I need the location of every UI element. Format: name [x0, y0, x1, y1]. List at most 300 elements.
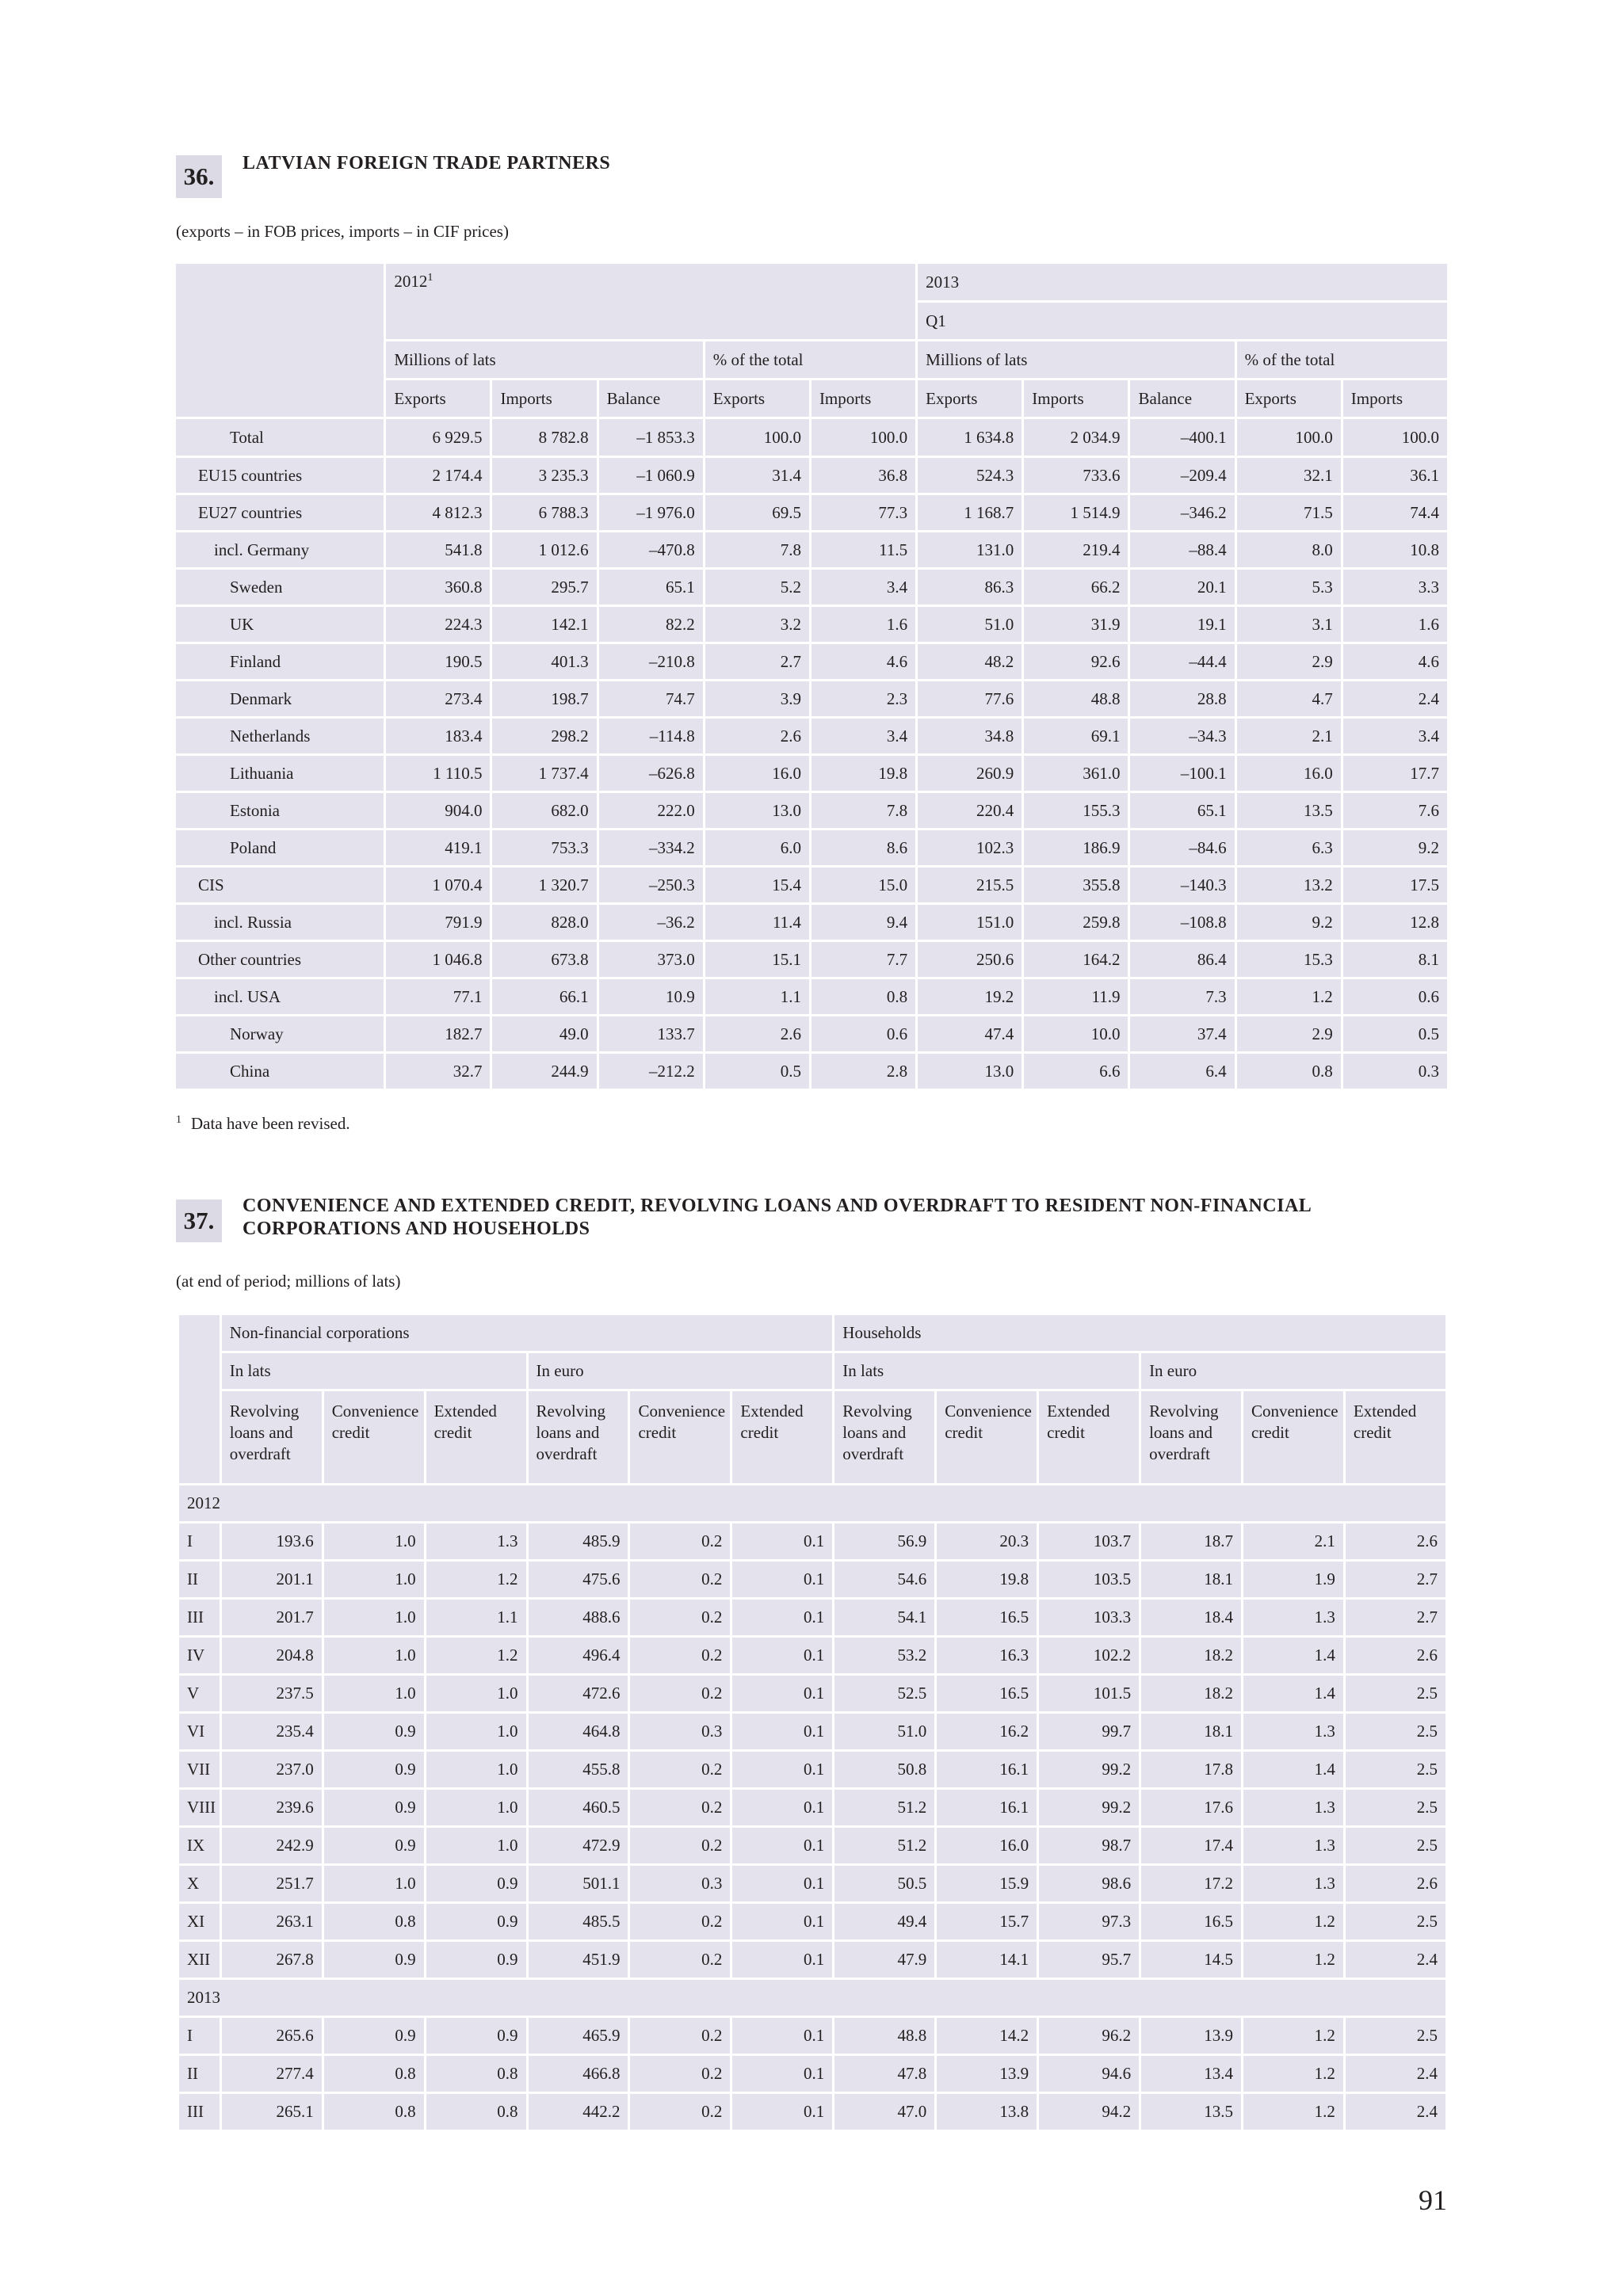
table-row	[176, 1054, 1447, 1089]
table-cell: 1.6	[812, 607, 915, 642]
table-cell: 13.5	[1237, 793, 1341, 828]
table-cell: 6.6	[1024, 1054, 1128, 1089]
table-row	[179, 1866, 1445, 1901]
table-cell: 74.4	[1343, 495, 1447, 530]
table-cell: 95.7	[1039, 1942, 1139, 1978]
table-cell: 0.1	[732, 1676, 832, 1711]
table-cell: 15.3	[1237, 942, 1341, 977]
table-cell: 99.2	[1039, 1790, 1139, 1825]
table-cell: 47.9	[834, 1942, 934, 1978]
table-cell: 0.5	[1343, 1016, 1447, 1051]
table-cell: 2.4	[1346, 2094, 1445, 2130]
table-row	[179, 1752, 1445, 1787]
millions-header: Millions of lats	[386, 341, 702, 378]
table-cell: 2.6	[1346, 1638, 1445, 1673]
table-cell: 97.3	[1039, 1904, 1139, 1939]
table-cell: 133.7	[599, 1016, 703, 1051]
table-cell: 1.9	[1243, 1562, 1343, 1597]
table-cell: –36.2	[599, 905, 703, 940]
table-row	[179, 1524, 1445, 1559]
table-subtitle: (at end of period; millions of lats)	[176, 1272, 401, 1291]
table-cell: 190.5	[386, 644, 490, 679]
year-row	[179, 1486, 1445, 1521]
row-label: incl. Germany	[176, 532, 384, 567]
table-cell: 14.5	[1141, 1942, 1241, 1978]
quarter-header: Q1	[918, 303, 1447, 339]
col-revolving: Revolving loans and overdraft	[1141, 1391, 1241, 1483]
table-cell: 48.2	[918, 644, 1022, 679]
table-cell: 15.9	[937, 1866, 1037, 1901]
table-cell: 6 788.3	[492, 495, 596, 530]
table-cell: 0.1	[732, 1752, 832, 1787]
table-cell: 94.6	[1039, 2056, 1139, 2092]
table-row	[179, 2018, 1445, 2054]
in-lats-header: In lats	[834, 1353, 1139, 1389]
table-cell: 1.3	[1243, 1828, 1343, 1863]
table-cell: 1 634.8	[918, 419, 1022, 456]
table-cell: 2.6	[1346, 1866, 1445, 1901]
table-cell: 465.9	[529, 2018, 628, 2054]
table-cell: 2 034.9	[1024, 419, 1128, 456]
month-label: III	[179, 1600, 220, 1635]
table-cell: 98.7	[1039, 1828, 1139, 1863]
table-cell: 53.2	[834, 1638, 934, 1673]
table-cell: 1.4	[1243, 1638, 1343, 1673]
table-row	[179, 1942, 1445, 1978]
table-cell: 82.2	[599, 607, 703, 642]
table-cell: 485.9	[529, 1524, 628, 1559]
table-cell: 1 046.8	[386, 942, 490, 977]
table-cell: 2 174.4	[386, 458, 490, 493]
table-cell: 1.3	[1243, 1600, 1343, 1635]
table-row	[179, 1676, 1445, 1711]
page-number: 91	[1419, 2184, 1447, 2216]
table-cell: 48.8	[834, 2018, 934, 2054]
table-cell: 6.0	[705, 830, 809, 865]
table-cell: 1.2	[1243, 2018, 1343, 2054]
table-cell: 277.4	[222, 2056, 322, 2092]
footnote: $^1$ Data have been revised.	[176, 1114, 350, 1133]
year-label: 2012	[179, 1486, 1445, 1521]
table-cell: 0.9	[324, 1942, 424, 1978]
table-cell: 451.9	[529, 1942, 628, 1978]
col-revolving: Revolving loans and overdraft	[834, 1391, 934, 1483]
month-label: II	[179, 1562, 220, 1597]
year-2013-header: 2013	[918, 264, 1447, 300]
table-cell: 7.3	[1130, 979, 1234, 1014]
section-37-header	[176, 1195, 1312, 1242]
table-cell: 2.6	[1346, 1524, 1445, 1559]
table-cell: 1.0	[324, 1524, 424, 1559]
table-cell: 201.1	[222, 1562, 322, 1597]
table-cell: 2.5	[1346, 1904, 1445, 1939]
table-cell: 51.2	[834, 1790, 934, 1825]
table-cell: 1.4	[1243, 1676, 1343, 1711]
month-label: XI	[179, 1904, 220, 1939]
table-cell: 0.2	[630, 2056, 730, 2092]
table-cell: 2.5	[1346, 1676, 1445, 1711]
table-row	[176, 458, 1447, 493]
table-cell: 16.1	[937, 1752, 1037, 1787]
row-label: Poland	[176, 830, 384, 865]
table-cell: 3.2	[705, 607, 809, 642]
year-row	[179, 1980, 1445, 2016]
table-cell: 259.8	[1024, 905, 1128, 940]
table-cell: 13.0	[705, 793, 809, 828]
table-cell: 4.6	[1343, 644, 1447, 679]
in-lats-header: In lats	[222, 1353, 526, 1389]
households-header: Households	[834, 1315, 1445, 1351]
table-cell: 220.4	[918, 793, 1022, 828]
table-cell: 298.2	[492, 719, 596, 753]
table-cell: 0.1	[732, 2056, 832, 2092]
table-row	[176, 979, 1447, 1014]
table-row	[179, 1562, 1445, 1597]
table-cell: –250.3	[599, 868, 703, 902]
table-cell: 48.8	[1024, 681, 1128, 716]
row-label: Lithuania	[176, 756, 384, 791]
table-cell: 49.4	[834, 1904, 934, 1939]
row-label: Denmark	[176, 681, 384, 716]
table-cell: 215.5	[918, 868, 1022, 902]
table-cell: 16.1	[937, 1790, 1037, 1825]
table-cell: 0.1	[732, 1904, 832, 1939]
table-cell: 0.2	[630, 1638, 730, 1673]
table-cell: 0.2	[630, 1904, 730, 1939]
table-cell: 31.9	[1024, 607, 1128, 642]
table-cell: 673.8	[492, 942, 596, 977]
table-cell: 164.2	[1024, 942, 1128, 977]
table-cell: 16.0	[705, 756, 809, 791]
table-cell: 74.7	[599, 681, 703, 716]
table-row	[179, 2094, 1445, 2130]
row-label: Sweden	[176, 570, 384, 605]
table-cell: 100.0	[812, 419, 915, 456]
month-label: IX	[179, 1828, 220, 1863]
table-cell: 31.4	[705, 458, 809, 493]
table-cell: 0.8	[324, 2094, 424, 2130]
col-revolving: Revolving loans and overdraft	[529, 1391, 628, 1483]
month-label: IV	[179, 1638, 220, 1673]
table-cell: –1 976.0	[599, 495, 703, 530]
table-cell: 103.5	[1039, 1562, 1139, 1597]
month-label: X	[179, 1866, 220, 1901]
table-cell: 37.4	[1130, 1016, 1234, 1051]
table-cell: –400.1	[1130, 419, 1234, 456]
table-row	[176, 419, 1447, 456]
table-cell: 11.9	[1024, 979, 1128, 1014]
table-cell: 14.2	[937, 2018, 1037, 2054]
table-cell: 3 235.3	[492, 458, 596, 493]
table-cell: 28.8	[1130, 681, 1234, 716]
col-balance: Balance	[1130, 380, 1234, 417]
table-cell: 0.9	[426, 1904, 526, 1939]
in-euro-header: In euro	[1141, 1353, 1445, 1389]
table-cell: 472.9	[529, 1828, 628, 1863]
table-cell: 8.1	[1343, 942, 1447, 977]
col-extended: Extended credit	[426, 1391, 526, 1483]
table-row	[179, 1638, 1445, 1673]
table-row	[176, 756, 1447, 791]
table-cell: 69.1	[1024, 719, 1128, 753]
col-imports: Imports	[1024, 380, 1128, 417]
table-cell: 4.7	[1237, 681, 1341, 716]
table-cell: –88.4	[1130, 532, 1234, 567]
table-cell: 1.0	[324, 1600, 424, 1635]
table-cell: 0.8	[426, 2094, 526, 2130]
table-row	[179, 2056, 1445, 2092]
table-cell: 442.2	[529, 2094, 628, 2130]
table-cell: 3.4	[812, 570, 915, 605]
col-exports: Exports	[1237, 380, 1341, 417]
table-cell: 0.1	[732, 2094, 832, 2130]
table-cell: 56.9	[834, 1524, 934, 1559]
table-cell: 1.0	[324, 1866, 424, 1901]
table-cell: 13.8	[937, 2094, 1037, 2130]
table-cell: 18.2	[1141, 1638, 1241, 1673]
table-row	[176, 830, 1447, 865]
table-cell: –84.6	[1130, 830, 1234, 865]
table-cell: 15.1	[705, 942, 809, 977]
table-cell: 47.8	[834, 2056, 934, 2092]
table-cell: 0.1	[732, 1866, 832, 1901]
table-cell: 7.6	[1343, 793, 1447, 828]
table-cell: 2.5	[1346, 1790, 1445, 1825]
table-cell: 4.6	[812, 644, 915, 679]
table-cell: 36.8	[812, 458, 915, 493]
col-convenience: Convenience credit	[1243, 1391, 1343, 1483]
table-cell: 2.4	[1343, 681, 1447, 716]
table-cell: 18.1	[1141, 1562, 1241, 1597]
table-row	[179, 1904, 1445, 1939]
table-cell: 8 782.8	[492, 419, 596, 456]
table-cell: 2.7	[705, 644, 809, 679]
table-cell: 17.7	[1343, 756, 1447, 791]
table-cell: 2.1	[1243, 1524, 1343, 1559]
table-cell: 8.0	[1237, 532, 1341, 567]
table-cell: 92.6	[1024, 644, 1128, 679]
table-cell: 0.9	[426, 1866, 526, 1901]
col-extended: Extended credit	[1346, 1391, 1445, 1483]
table-cell: 0.9	[426, 2018, 526, 2054]
table-row	[176, 719, 1447, 753]
table-cell: –212.2	[599, 1054, 703, 1089]
table-cell: 0.1	[732, 1638, 832, 1673]
row-label: EU15 countries	[176, 458, 384, 493]
table-cell: 475.6	[529, 1562, 628, 1597]
table-cell: 11.5	[812, 532, 915, 567]
table-cell: 219.4	[1024, 532, 1128, 567]
row-label: Total	[176, 419, 384, 456]
table-cell: 250.6	[918, 942, 1022, 977]
table-cell: 77.6	[918, 681, 1022, 716]
table-cell: 1.0	[324, 1562, 424, 1597]
table-cell: 86.4	[1130, 942, 1234, 977]
table-cell: 151.0	[918, 905, 1022, 940]
table-cell: 466.8	[529, 2056, 628, 2092]
table-cell: 501.1	[529, 1866, 628, 1901]
credit-table	[177, 1313, 1448, 2132]
table-cell: 6 929.5	[386, 419, 490, 456]
table-cell: 19.1	[1130, 607, 1234, 642]
table-cell: 2.3	[812, 681, 915, 716]
pct-header: % of the total	[705, 341, 915, 378]
col-imports: Imports	[812, 380, 915, 417]
table-cell: 49.0	[492, 1016, 596, 1051]
table-cell: 791.9	[386, 905, 490, 940]
table-cell: 0.9	[324, 1714, 424, 1749]
table-cell: 3.3	[1343, 570, 1447, 605]
table-cell: –1 060.9	[599, 458, 703, 493]
table-cell: 2.5	[1346, 1714, 1445, 1749]
table-cell: 16.5	[937, 1600, 1037, 1635]
table-cell: 17.4	[1141, 1828, 1241, 1863]
table-cell: –1 853.3	[599, 419, 703, 456]
col-imports: Imports	[1343, 380, 1447, 417]
table-cell: 1.3	[1243, 1790, 1343, 1825]
table-row	[176, 532, 1447, 567]
table-cell: 19.8	[937, 1562, 1037, 1597]
table-cell: 0.9	[324, 2018, 424, 2054]
table-cell: 2.9	[1237, 644, 1341, 679]
in-euro-header: In euro	[529, 1353, 833, 1389]
table-row	[179, 1714, 1445, 1749]
table-cell: 0.1	[732, 1714, 832, 1749]
table-cell: 0.2	[630, 2094, 730, 2130]
table-cell: 77.1	[386, 979, 490, 1014]
table-row	[179, 1790, 1445, 1825]
table-cell: 186.9	[1024, 830, 1128, 865]
table-cell: 1.1	[705, 979, 809, 1014]
table-cell: –334.2	[599, 830, 703, 865]
table-cell: 1.6	[1343, 607, 1447, 642]
table-cell: 15.0	[812, 868, 915, 902]
table-cell: 14.1	[937, 1942, 1037, 1978]
table-cell: 13.0	[918, 1054, 1022, 1089]
table-cell: 1.0	[426, 1714, 526, 1749]
table-cell: 235.4	[222, 1714, 322, 1749]
table-cell: 263.1	[222, 1904, 322, 1939]
table-cell: 0.8	[324, 1904, 424, 1939]
pct-header: % of the total	[1237, 341, 1447, 378]
table-row	[176, 905, 1447, 940]
table-cell: 10.0	[1024, 1016, 1128, 1051]
table-cell: 265.6	[222, 2018, 322, 2054]
table-cell: –114.8	[599, 719, 703, 753]
table-cell: 2.5	[1346, 1828, 1445, 1863]
table-cell: 0.8	[324, 2056, 424, 2092]
table-cell: 15.7	[937, 1904, 1037, 1939]
table-cell: 2.8	[812, 1054, 915, 1089]
table-cell: 34.8	[918, 719, 1022, 753]
trade-partners-table	[174, 261, 1449, 1091]
table-cell: 0.3	[1343, 1054, 1447, 1089]
table-cell: 1.0	[324, 1676, 424, 1711]
table-cell: 0.5	[705, 1054, 809, 1089]
table-cell: 222.0	[599, 793, 703, 828]
table-cell: 86.3	[918, 570, 1022, 605]
table-cell: –140.3	[1130, 868, 1234, 902]
row-label: China	[176, 1054, 384, 1089]
table-cell: 198.7	[492, 681, 596, 716]
table-cell: 10.9	[599, 979, 703, 1014]
table-cell: 373.0	[599, 942, 703, 977]
table-cell: 16.5	[1141, 1904, 1241, 1939]
table-cell: 0.1	[732, 1600, 832, 1635]
table-cell: 8.6	[812, 830, 915, 865]
table-cell: 524.3	[918, 458, 1022, 493]
row-label: incl. USA	[176, 979, 384, 1014]
table-cell: 1.2	[426, 1638, 526, 1673]
month-label: VI	[179, 1714, 220, 1749]
table-cell: 101.5	[1039, 1676, 1139, 1711]
table-cell: 0.3	[630, 1714, 730, 1749]
table-cell: 16.3	[937, 1638, 1037, 1673]
table-cell: 1.0	[426, 1752, 526, 1787]
table-cell: 16.5	[937, 1676, 1037, 1711]
table-cell: 2.7	[1346, 1562, 1445, 1597]
table-cell: 273.4	[386, 681, 490, 716]
col-extended: Extended credit	[1039, 1391, 1139, 1483]
table-cell: 51.2	[834, 1828, 934, 1863]
col-exports: Exports	[705, 380, 809, 417]
table-cell: 237.0	[222, 1752, 322, 1787]
table-cell: 9.4	[812, 905, 915, 940]
row-label: Netherlands	[176, 719, 384, 753]
table-cell: 0.8	[812, 979, 915, 1014]
nfc-header: Non-financial corporations	[222, 1315, 833, 1351]
table-cell: 455.8	[529, 1752, 628, 1787]
section-title: CONVENIENCE AND EXTENDED CREDIT, REVOLVING LOANS AND OVERDRAFT TO RESIDENT NON-FINANCIAL CORPORATIONS AND HOUSEHOLDS	[242, 1196, 1312, 1239]
month-label: VII	[179, 1752, 220, 1787]
table-cell: 102.3	[918, 830, 1022, 865]
row-label: Other countries	[176, 942, 384, 977]
col-convenience: Convenience credit	[630, 1391, 730, 1483]
col-balance: Balance	[599, 380, 703, 417]
col-extended: Extended credit	[732, 1391, 832, 1483]
table-cell: 0.1	[732, 1524, 832, 1559]
table-cell: 0.1	[732, 1828, 832, 1863]
table-cell: 2.4	[1346, 1942, 1445, 1978]
table-cell: 65.1	[1130, 793, 1234, 828]
table-cell: 1.2	[1243, 2094, 1343, 2130]
month-label: V	[179, 1676, 220, 1711]
table-cell: 7.8	[705, 532, 809, 567]
table-cell: 65.1	[599, 570, 703, 605]
table-cell: 66.1	[492, 979, 596, 1014]
table-cell: 460.5	[529, 1790, 628, 1825]
table-cell: 9.2	[1343, 830, 1447, 865]
table-cell: 0.2	[630, 2018, 730, 2054]
table-cell: 5.3	[1237, 570, 1341, 605]
table-cell: 265.1	[222, 2094, 322, 2130]
table-cell: 2.5	[1346, 2018, 1445, 2054]
table-cell: 13.4	[1141, 2056, 1241, 2092]
table-row	[176, 681, 1447, 716]
table-cell: 0.1	[732, 1790, 832, 1825]
table-cell: 0.2	[630, 1676, 730, 1711]
table-cell: 1.2	[1243, 2056, 1343, 2092]
table-cell: 1 012.6	[492, 532, 596, 567]
table-cell: 19.8	[812, 756, 915, 791]
table-cell: 10.8	[1343, 532, 1447, 567]
table-cell: 2.7	[1346, 1600, 1445, 1635]
table-cell: 0.1	[732, 2018, 832, 2054]
table-cell: 260.9	[918, 756, 1022, 791]
table-cell: 1 070.4	[386, 868, 490, 902]
table-cell: 244.9	[492, 1054, 596, 1089]
table-cell: –626.8	[599, 756, 703, 791]
